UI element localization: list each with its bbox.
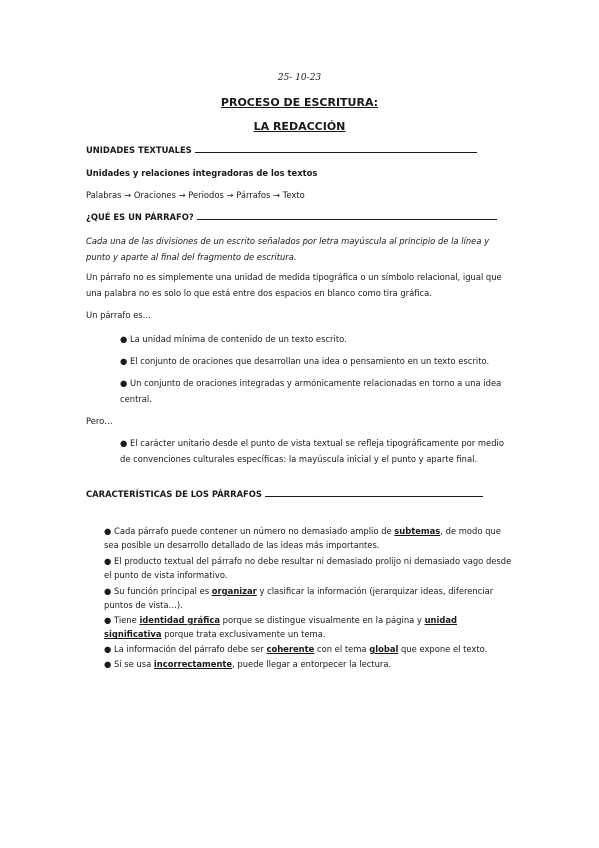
char-item-3-text-end: y clasificar la información (jerarquizar ideas, diferenciar puntos de vista…). (104, 586, 494, 611)
characteristics-heading (86, 489, 483, 499)
not-simply-paragraph: Un párrafo no es simplemente una unidad de medida tipográfica o un símbolo relacional, igual que una palabra no es solo lo que está entre dos espacios en blanco como tira gráfica. (86, 272, 502, 298)
heading-rule (197, 215, 497, 220)
char-item-5-text-mid: con el tema (314, 644, 370, 654)
unit-chain: Palabras → Oraciones → Periodos → Párrafos → Texto (86, 190, 305, 200)
char-item-4-text: ● Tiene (104, 615, 140, 625)
char-item-1-text: ● Cada párrafo puede contener un número no demasiado amplio de (104, 526, 395, 536)
keyword-incorrectamente: incorrectamente (153, 659, 233, 669)
date: 25- 10-23 (277, 73, 322, 83)
char-item-4 (104, 613, 516, 642)
units-heading-text: UNIDADES TEXTUALES (86, 145, 192, 155)
keyword-unidad-significativa: unidad significativa (104, 615, 457, 640)
char-item-6-text: ● Si se usa (104, 659, 154, 669)
but-label: Pero… (86, 416, 113, 426)
paragraph-question-heading (86, 212, 497, 222)
char-item-4-text-mid: porque se distingue visualmente en la página y (219, 615, 425, 625)
char-item-6-text-end: , puede llegar a entorpecer la lectura. (232, 659, 392, 669)
question-heading-text: ¿QUÉ ES UN PÁRRAFO? (86, 212, 194, 222)
but-item: ● El carácter unitario desde el punto de vista textual se refleja tipográficamente por medio de convenciones culturales específicas: la mayúscula inicial y el punto y aparte final. (120, 438, 504, 464)
units-heading (86, 145, 477, 155)
char-item-5 (104, 642, 516, 656)
char-item-4-text-end: porque trata exclusivamente un tema. (161, 629, 326, 640)
keyword-coherente: coherente (266, 644, 315, 654)
keyword-identidad-grafica: identidad gráfica (139, 615, 220, 625)
char-item-5-text-end: que expone el texto. (398, 644, 488, 654)
title-redaction: LA REDACCIÓN (253, 120, 346, 133)
is-item-1: ● La unidad mínima de contenido de un texto escrito. (120, 334, 347, 344)
heading-rule (195, 148, 477, 153)
char-item-1 (104, 524, 516, 553)
units-subheading: Unidades y relaciones integradoras de los textos (86, 168, 318, 178)
keyword-global: global (369, 644, 399, 654)
char-item-3 (104, 584, 516, 613)
heading-rule (265, 492, 483, 497)
char-item-2: ● El producto textual del párrafo no debe resultar ni demasiado prolijo ni demasiado vago desde el punto de vista informativo. (104, 556, 512, 581)
char-item-1-text-end: , de modo que sea posible un desarrollo detallado de las ideas más importantes. (104, 526, 501, 551)
title-process: PROCESO DE ESCRITURA: (220, 96, 379, 109)
char-item-6 (104, 657, 516, 671)
keyword-organizar: organizar (211, 586, 257, 596)
is-item-2: ● El conjunto de oraciones que desarrollan una idea o pensamiento en un texto escrito. (120, 356, 490, 366)
char-item-3-text: ● Su función principal es (104, 586, 212, 596)
keyword-subtemas: subtemas (394, 526, 441, 536)
characteristics-heading-text: CARACTERÍSTICAS DE LOS PÁRRAFOS (86, 489, 262, 499)
is-item-3: ● Un conjunto de oraciones integradas y armónicamente relacionadas en torno a una idea central. (120, 378, 502, 404)
is-intro: Un párrafo es… (86, 310, 152, 320)
definition-paragraph: Cada una de las divisiones de un escrito señalados por letra mayúscula al principio de la línea y punto y aparte al final del fragmento de escritura. (86, 236, 490, 262)
char-item-5-text: ● La información del párrafo debe ser (104, 644, 267, 654)
